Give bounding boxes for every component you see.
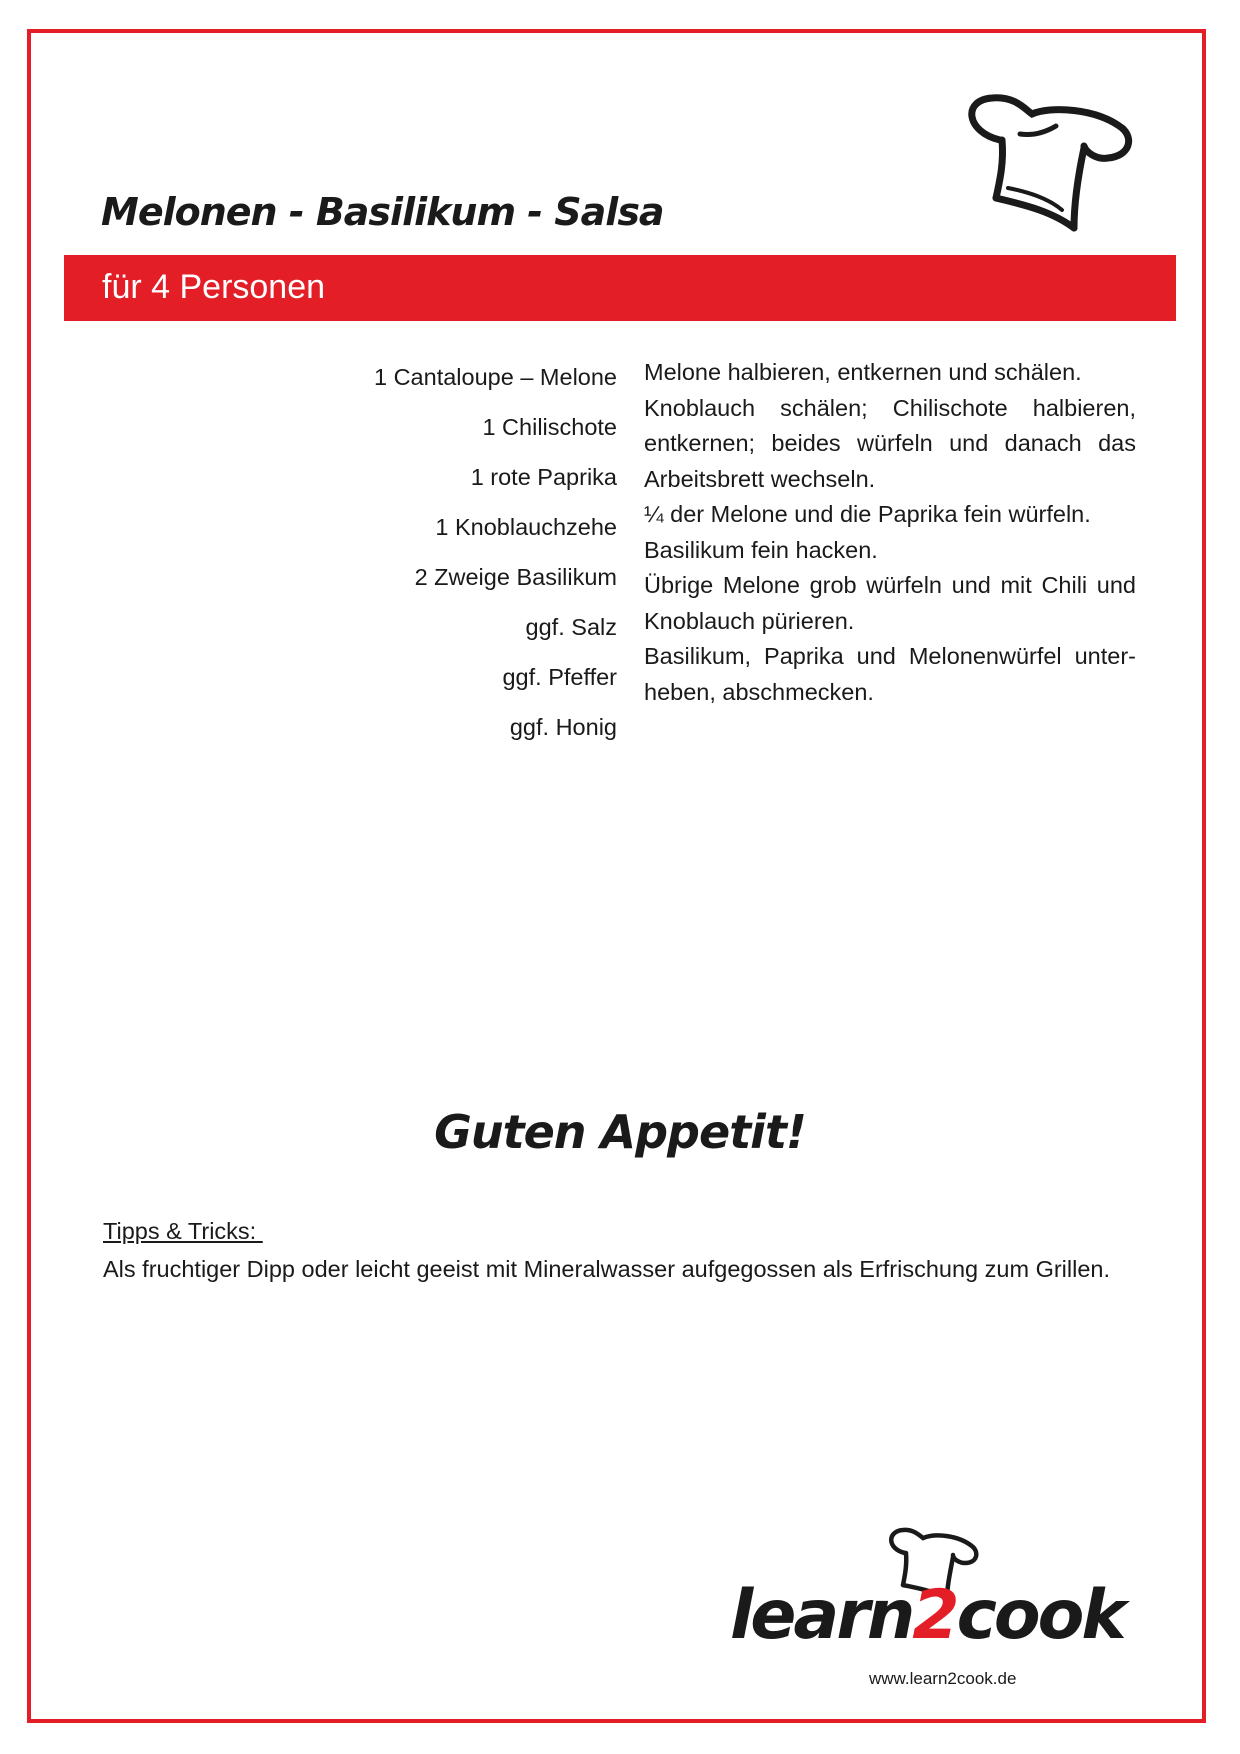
- recipe-title: Melonen - Basilikum - Salsa: [101, 190, 664, 234]
- preparation-steps: [644, 355, 1136, 710]
- step-text: Basilikum, Paprika und Melonenwürfel unter-heben, abschmecken.: [644, 643, 1136, 705]
- brand-logo: [730, 1576, 1124, 1655]
- ingredient-item: 2 Zweige Basilikum: [414, 564, 617, 590]
- tips-heading: Tipps & Tricks:: [103, 1218, 263, 1244]
- ingredient-item: 1 Chilischote: [482, 414, 617, 440]
- ingredient-item: 1 Knoblauchzehe: [435, 514, 617, 540]
- step-text: Melone halbieren, entkernen und schälen.: [644, 359, 1082, 385]
- brand-url[interactable]: www.learn2cook.de: [869, 1669, 1017, 1688]
- ingredient-item: ggf. Honig: [509, 714, 617, 740]
- tips-text: Als fruchtiger Dipp oder leicht geeist mit Mineralwasser aufgegossen als Erfrischung zum Grillen.: [103, 1256, 1111, 1282]
- ingredient-item: ggf. Pfeffer: [502, 664, 617, 690]
- step-text: Übrige Melone grob würfeln und mit Chili und Knoblauch pürieren.: [644, 572, 1136, 634]
- logo-text-cook: cook: [956, 1576, 1124, 1655]
- step-text: Basilikum fein hacken.: [644, 536, 878, 563]
- logo-number: 2: [912, 1576, 957, 1655]
- ingredients-list: [300, 352, 617, 752]
- ingredient-item: 1 rote Paprika: [470, 464, 617, 490]
- step-text: ¼ der Melone und die Paprika fein würfeln.: [644, 501, 1091, 527]
- closing-greeting: Guten Appetit!: [434, 1105, 806, 1159]
- logo-text-learn: learn: [730, 1576, 913, 1655]
- step-text: Knoblauch schälen; Chilischote halbieren, entkernen; beides würfeln und danach das Arbeitsbrett wechseln.: [644, 394, 1136, 492]
- chef-hat-icon: [958, 92, 1138, 240]
- servings-band: [64, 255, 1176, 321]
- ingredient-item: ggf. Salz: [525, 614, 617, 640]
- servings-label: für 4 Personen: [102, 268, 326, 306]
- ingredient-item: 1 Cantaloupe – Melone: [373, 364, 617, 390]
